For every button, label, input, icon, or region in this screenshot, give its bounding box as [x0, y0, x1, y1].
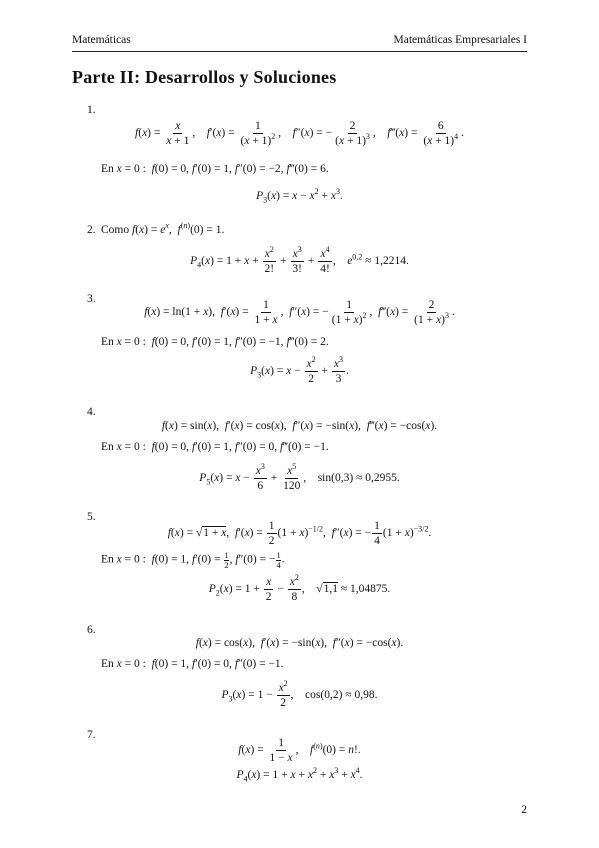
text-line: Como $f(x) = e^x$, $f^{(n)}(0) = 1$.	[101, 221, 225, 236]
item-number: 7.	[87, 729, 96, 741]
item-number: 6.	[87, 624, 96, 636]
formula-line: $P_5(x) = x$ − $\frac{x^3}{6}$ + $\frac{x^5}{120}$ , sin(0,3) ≈ 0,2955.	[199, 462, 400, 493]
formula-line: f(x) = ln(1 + x), f′(x) = $\frac{1}{1 + x}$ , f″(x) = − $\frac{1}{(1 + x)^2}$ , f‴(x) = $\frac{2}{(1 + x)^3}$ .	[144, 299, 455, 327]
formula-line: $P_4(x) = 1 + x$ + $\frac{x^2}{2!}$ + $\frac{x^3}{3!}$ + $\frac{x^4}{4!}$ , $e^{0,2} \approx 1,2214$.	[190, 245, 409, 276]
text-line: En x = 0 : f(0) = 0, f′(0) = 1, f″(0) = −2, f‴(0) = 6.	[101, 163, 329, 175]
formula-line: $P_4(x) = 1 + x + x^2 + x^3 + x^4$.	[236, 766, 363, 784]
section-title: Parte II: Desarrollos y Soluciones	[72, 67, 337, 87]
item-number: 5.	[87, 511, 96, 523]
formula-line: $P_3(x) = x$ − $\frac{x^2}{2}$ + $\frac{x^3}{3}$ .	[250, 355, 349, 386]
formula-line: f(x) = $\frac{1}{1 - x}$ , $f^{(n)}(0) = n$!.	[238, 737, 361, 765]
page-header	[72, 34, 527, 52]
header-rule	[72, 51, 527, 52]
formula-line: f(x) = √1 + x, f′(x) = $\frac{1}{2}$ $(1 + x)^{-1/2}$, f″(x) = − $\frac{1}{4}$ $(1 + x)^{-3/2}$.	[167, 520, 432, 548]
formula-line: $P_2(x) = 1$ + $\frac{x}{2}$ − $\frac{x^2}{8}$ , √1,1 ≈ 1,04875.	[208, 573, 391, 604]
item-number: 4.	[87, 406, 96, 418]
formula-line: f(x) = $\frac{x}{x + 1}$ , f′(x) = $\frac{1}{(x + 1)^2}$ , f″(x) = − $\frac{2}{(x + 1)^3}$ , f‴(x) = $\frac{6}{(x + 1)^4}$ .	[135, 120, 464, 148]
page-number: 2	[521, 804, 527, 816]
header-right: Matemáticas Empresariales I	[393, 34, 527, 46]
formula-line: $P_3(x) = 1$ − $\frac{x^2}{2}$ , cos(0,2) ≈ 0,98.	[221, 679, 378, 710]
formula-line: f(x) = cos(x), f′(x) = −sin(x), f″(x) = −cos(x).	[195, 637, 404, 649]
item-number: 1.	[87, 104, 96, 116]
item-number: 2.	[87, 224, 96, 236]
text-line: En x = 0 : f(0) = 1, f′(0) = 0, f″(0) = −1.	[101, 658, 284, 670]
header-left: Matemáticas	[72, 34, 131, 46]
text-line: En x = 0 : f(0) = 1, f′(0) = $\frac{1}{2}$ , f″(0) = − $\frac{1}{4}$ .	[101, 550, 285, 570]
formula-line: f(x) = sin(x), f′(x) = cos(x), f″(x) = −sin(x), f‴(x) = −cos(x).	[161, 420, 438, 432]
text-line: En x = 0 : f(0) = 0, f′(0) = 1, f″(0) = 0, f‴(0) = −1.	[101, 441, 329, 453]
formula-line: $P_3(x) = x - x^2 + x^3$.	[256, 187, 343, 205]
text-line: En x = 0 : f(0) = 0, f′(0) = 1, f″(0) = −1, f‴(0) = 2.	[101, 336, 329, 348]
item-number: 3.	[87, 293, 96, 305]
